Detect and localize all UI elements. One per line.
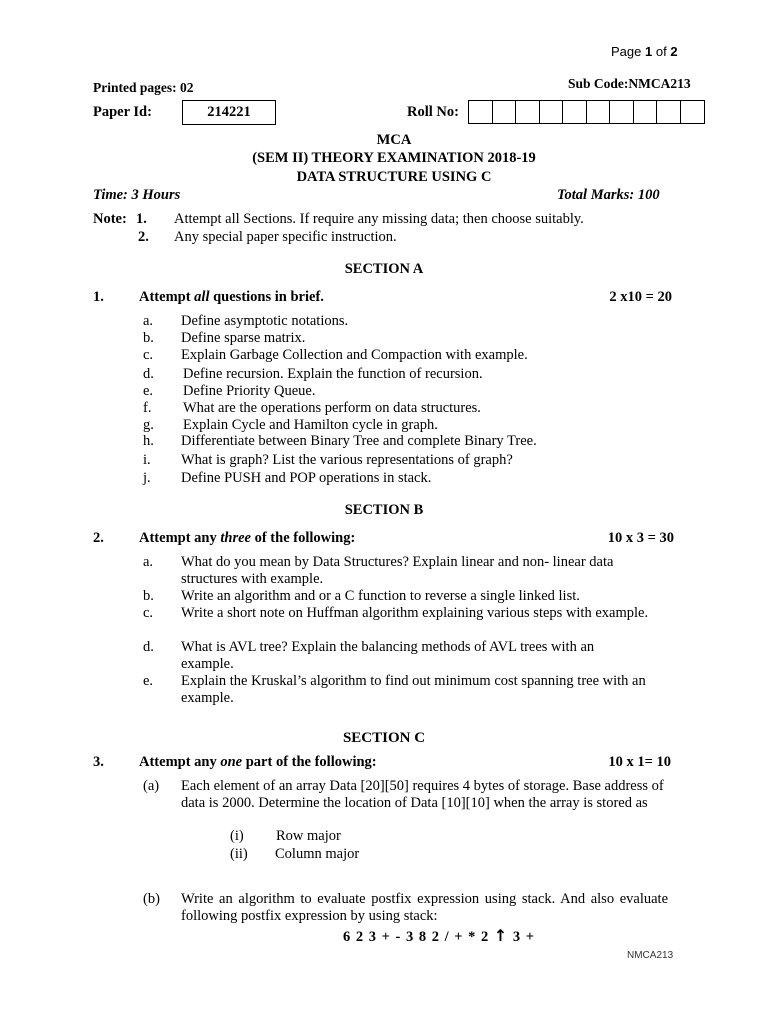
list-item-letter: g. <box>143 417 154 433</box>
part-a-label: (a) <box>143 778 160 794</box>
list-item: What is graph? List the various representations of graph? <box>181 452 513 468</box>
list-item-letter: e. <box>143 673 154 689</box>
roll-digit-box[interactable] <box>657 101 681 123</box>
q2-instruction <box>139 530 355 547</box>
list-item: What is AVL tree? Explain the balancing methods of AVL trees with an example. <box>181 639 595 672</box>
list-item: Explain Cycle and Hamilton cycle in graph. <box>183 417 438 433</box>
list-item-letter: a. <box>143 313 154 329</box>
list-item-letter: c. <box>143 605 154 621</box>
time-label: Time: 3 Hours <box>93 187 181 203</box>
roll-no-label: Roll No: <box>407 104 459 120</box>
list-item: Explain the Kruskal’s algorithm to find out minimum cost spanning tree with an example. <box>181 673 646 706</box>
list-item-letter: h. <box>143 433 154 449</box>
subject-title: DATA STRUCTURE USING C <box>296 169 492 185</box>
list-item: Write a short note on Huffman algorithm explaining various steps with example. <box>181 605 649 621</box>
list-item: Define Priority Queue. <box>183 383 316 399</box>
roll-digit-box[interactable] <box>563 101 587 123</box>
exam-title: (SEM II) THEORY EXAMINATION 2018-19 <box>252 150 536 166</box>
q1-em: all <box>194 289 210 305</box>
printed-pages: Printed pages: 02 <box>93 80 194 95</box>
sub-code: Sub Code:NMCA213 <box>568 76 691 91</box>
list-item-letter: a. <box>143 554 154 570</box>
note-text-2: Any special paper specific instruction. <box>174 229 397 245</box>
page-of: of <box>655 44 667 59</box>
list-item: Differentiate between Binary Tree and complete Binary Tree. <box>181 433 537 449</box>
q1-pre: Attempt <box>139 289 195 305</box>
sub-i-label: (i) <box>230 828 244 844</box>
list-item-letter: c. <box>143 347 154 363</box>
q3-em: one <box>220 754 243 770</box>
paper-id-label: Paper Id: <box>93 104 152 120</box>
postfix-expression <box>343 926 535 946</box>
list-item-letter: e. <box>143 383 154 399</box>
part-b-label: (b) <box>143 891 160 907</box>
q2-post: of the following: <box>250 530 356 546</box>
roll-digit-box[interactable] <box>587 101 611 123</box>
q2-marks: 10 x 3 = 30 <box>607 530 674 546</box>
q3-instruction <box>139 754 377 771</box>
list-item-letter: f. <box>143 400 152 416</box>
roll-digit-box[interactable] <box>516 101 540 123</box>
sub-ii-label: (ii) <box>230 846 248 862</box>
roll-digit-box[interactable] <box>634 101 658 123</box>
list-item: Define asymptotic notations. <box>181 313 349 329</box>
note-text-1: Attempt all Sections. If require any missing data; then choose suitably. <box>174 211 584 227</box>
page-prefix: Page <box>611 44 642 59</box>
q3-pre: Attempt any <box>139 754 221 770</box>
roll-digit-box[interactable] <box>540 101 564 123</box>
note-num-1: 1. <box>136 211 147 227</box>
paper-id-box: 214221 <box>182 100 276 125</box>
expression-part-1: 6 2 3 + - 3 8 2 / + * 2 <box>343 929 490 945</box>
q2-em: three <box>220 530 251 546</box>
sub-i-text: Row major <box>276 828 341 844</box>
footer-code: NMCA213 <box>627 950 674 961</box>
part-a-text: Each element of an array Data [20][50] requires 4 bytes of storage. Base address of data is 2000. Determine the location of Data [10][10] when the array is stored as <box>181 778 664 811</box>
roll-digit-box[interactable] <box>610 101 634 123</box>
q3-number: 3. <box>93 754 104 770</box>
part-b-text: Write an algorithm to evaluate postfix expression using stack. And also evaluate following postfix expression by using stack: <box>181 891 668 924</box>
roll-digit-box[interactable] <box>469 101 493 123</box>
program-title: MCA <box>376 132 412 148</box>
list-item-letter: d. <box>143 366 154 382</box>
list-item: Write an algorithm and or a C function to reverse a single linked list. <box>181 588 580 604</box>
section-c-heading: SECTION C <box>342 730 426 746</box>
page-current: 1 <box>645 44 653 59</box>
list-item: Define recursion. Explain the function of recursion. <box>183 366 483 382</box>
q3-marks: 10 x 1= 10 <box>608 754 671 770</box>
page-number <box>611 44 678 59</box>
section-b-heading: SECTION B <box>344 502 424 518</box>
total-marks: Total Marks: 100 <box>557 187 660 203</box>
q1-number: 1. <box>93 289 104 305</box>
list-item: What do you mean by Data Structures? Explain linear and non- linear data structures with example. <box>181 554 614 587</box>
list-item: Define sparse matrix. <box>181 330 306 346</box>
list-item-letter: b. <box>143 330 154 346</box>
note-label: Note: <box>93 211 127 227</box>
page-total: 2 <box>670 44 678 59</box>
note-num-2: 2. <box>138 229 149 245</box>
up-arrow-icon: ↑ <box>493 926 509 945</box>
roll-no-boxes[interactable] <box>468 100 705 124</box>
sub-ii-text: Column major <box>275 846 360 862</box>
q3-post: part of the following: <box>242 754 377 770</box>
q1-instruction <box>139 289 324 306</box>
list-item-letter: b. <box>143 588 154 604</box>
list-item-letter: j. <box>143 470 151 486</box>
q2-number: 2. <box>93 530 104 546</box>
q2-pre: Attempt any <box>139 530 221 546</box>
list-item-letter: d. <box>143 639 154 655</box>
roll-digit-box[interactable] <box>681 101 705 123</box>
list-item-letter: i. <box>143 452 151 468</box>
q1-marks: 2 x10 = 20 <box>609 289 672 305</box>
expression-part-2: 3 + <box>512 929 536 945</box>
list-item: What are the operations perform on data structures. <box>183 400 481 416</box>
q1-post: questions in brief. <box>209 289 324 305</box>
list-item: Define PUSH and POP operations in stack. <box>181 470 432 486</box>
roll-digit-box[interactable] <box>493 101 517 123</box>
section-a-heading: SECTION A <box>344 261 424 277</box>
list-item: Explain Garbage Collection and Compaction with example. <box>181 347 528 363</box>
